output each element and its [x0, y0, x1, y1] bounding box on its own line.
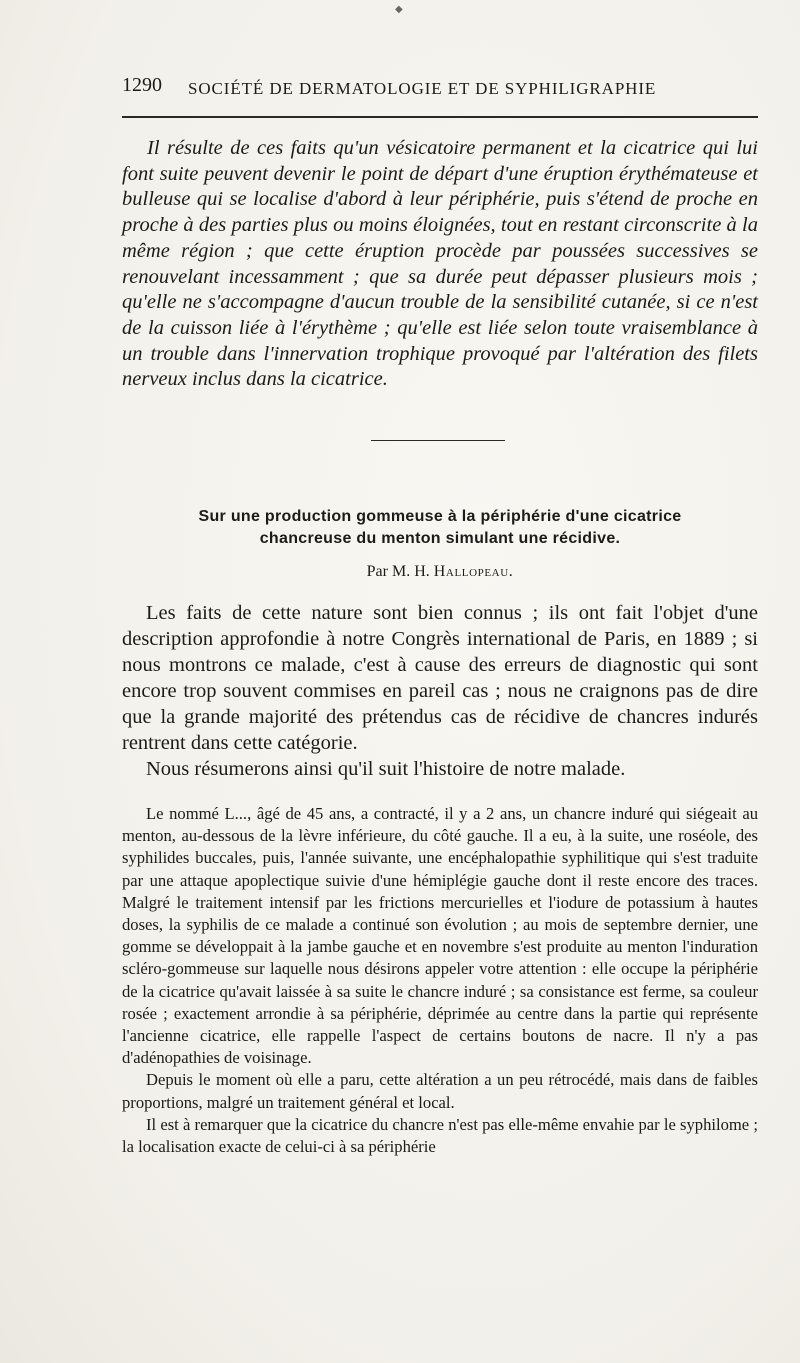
- running-title: SOCIÉTÉ DE DERMATOLOGIE ET DE SYPHILIGRAPHIE: [188, 79, 657, 98]
- intro-section: [122, 600, 758, 782]
- intro-paragraph: Nous résumerons ainsi qu'il suit l'histoire de notre malade.: [146, 758, 626, 780]
- conclusion-paragraph: Il résulte de ces faits qu'un vésicatoire permanent et la cicatrice qui lui font suite peuvent devenir le point de départ d'une éruption érythémateuse et bulleuse qui se localise d'abord à leur périphérie, puis s'étend de proche en proche à des parties plus ou moins éloignées, tout en restant circonscrite à la même région ; que cette éruption procède par poussées successives se renouvelant incessamment ; que sa durée peut dépasser plusieurs mois ; qu'elle ne s'accompagne d'aucun trouble de la sensibilité cutanée, si ce n'est de la cuisson liée à l'érythème ; qu'elle est liée selon toute vraisemblance à un trouble dans l'innervation trophique provoqué par l'altération des filets nerveux inclus dans la cicatrice.: [122, 137, 758, 391]
- header-rule: [122, 116, 758, 118]
- top-mark: ◆: [395, 4, 403, 15]
- intro-paragraph: Les faits de cette nature sont bien connus ; ils ont fait l'objet d'une description approfondie à notre Congrès international de Paris, en 1889 ; si nous montrons ce malade, c'est à cause des erreurs de diagnostic qui sont encore trop souvent commises en pareil cas ; nous ne craignons pas de dire que la grande majorité des prétendus cas de récidive de chancres indurés rentrent dans cette catégorie.: [122, 602, 758, 754]
- case-paragraph: Depuis le moment où elle a paru, cette altération a un peu rétrocédé, mais dans de faibles proportions, malgré un traitement général et local.: [122, 1070, 758, 1112]
- case-section: [122, 803, 758, 1158]
- running-header: [122, 72, 758, 102]
- case-paragraph: Il est à remarquer que la cicatrice du chancre n'est pas elle-même envahie par le syphilome ; la localisation exacte de celui-ci à sa périphérie: [122, 1114, 758, 1157]
- section-divider: [371, 440, 505, 441]
- byline-author: Hallopeau.: [433, 563, 514, 580]
- article-title-line-2: chancreuse du menton simulant une récidive.: [259, 530, 621, 547]
- page-number: 1290: [122, 74, 162, 96]
- byline: [122, 563, 758, 581]
- case-paragraph: Le nommé L..., âgé de 45 ans, a contracté, il y a 2 ans, un chancre induré qui siégeait au menton, au-dessous de la lèvre inférieure, du côté gauche. Il a eu, à la suite, une roséole, des syphilides buccales, puis, l'année suivante, une encéphalopathie syphilitique qui s'est traduite par une attaque apoplectique suivie d'une hémiplégie gauche dont il reste encore des traces. Malgré le traitement intensif par les frictions mercurielles et l'iodure de potassium à hautes doses, la syphilis de ce malade a continué son évolution ; au mois de septembre dernier, une gomme se développait à la jambe gauche et en novembre s'est produite au menton l'induration scléro-gommeuse sur laquelle nous désirons appeler votre attention : elle occupe la périphérie de la cicatrice qu'avait laissée à sa suite le chancre induré ; sa consistance est ferme, sa couleur rosée ; exactement arrondie à sa périphérie, déprimée au centre dans la partie qui représente l'ancienne cicatrice, elle rappelle l'aspect de certains boutons de nacre. Il n'y a pas d'adénopathies de voisinage.: [122, 804, 758, 1068]
- article-title: [122, 506, 758, 550]
- article-title-line-1: Sur une production gommeuse à la périphérie d'une cicatrice: [198, 508, 682, 525]
- byline-prefix: Par M. H.: [366, 563, 430, 580]
